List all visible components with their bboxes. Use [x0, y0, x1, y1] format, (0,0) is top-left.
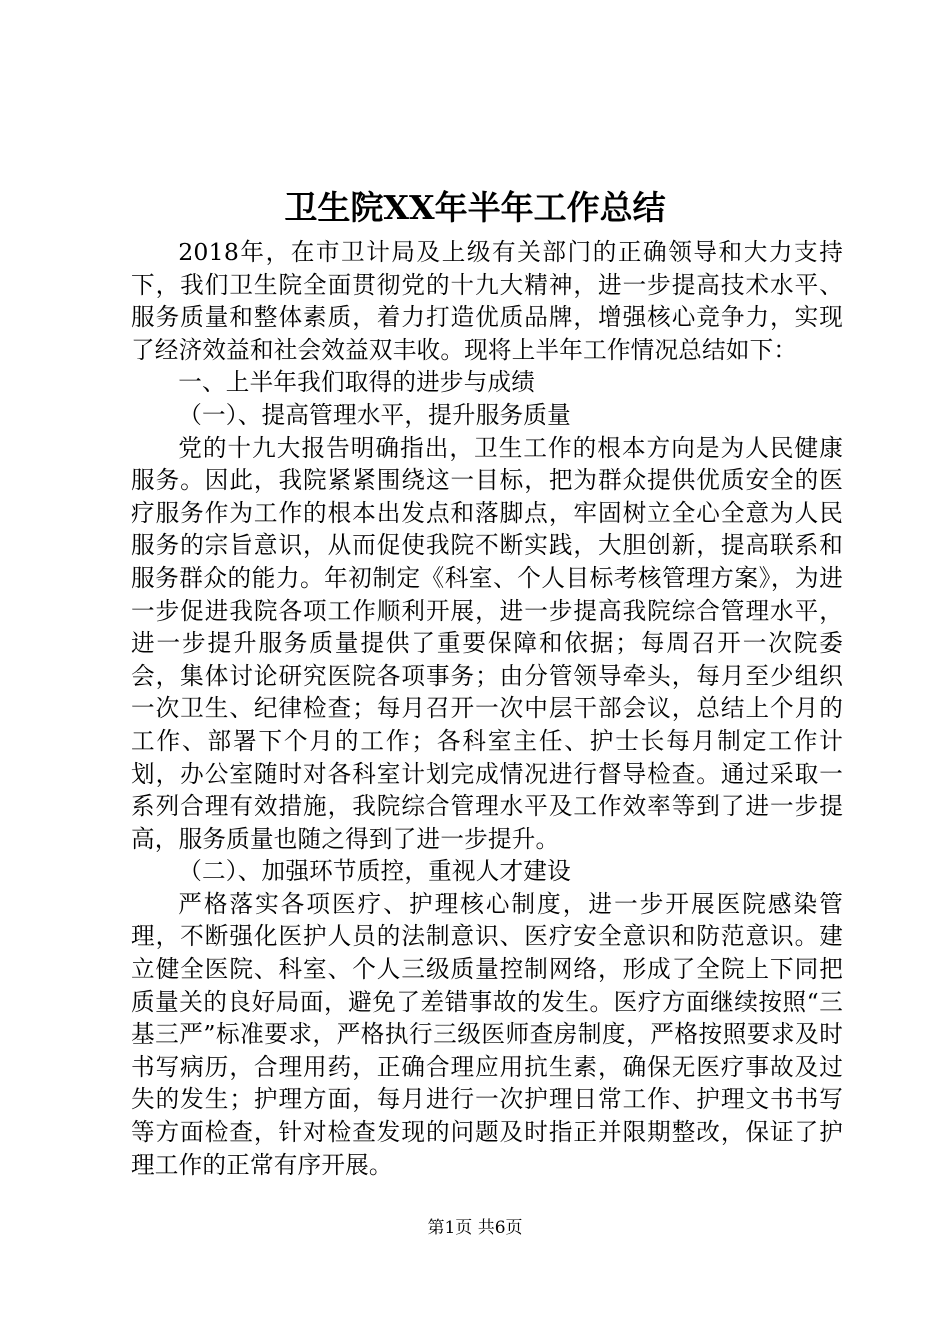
section-heading-1: 一、上半年我们取得的进步与成绩 — [178, 368, 536, 397]
subsection-heading-1: （一）、提高管理水平，提升服务质量 — [178, 400, 571, 429]
paragraph-management: 党的十九大报告明确指出，卫生工作的根本方向是为人民健康服务。因此，我院紧紧围绕这一目标，把为群众提供优质安全的医疗服务作为工作的根本出发点和落脚点，牢固树立全心全意为人民服务的宗旨意识，从而促使我院不断实践，大胆创新，提高联系和服务群众的能力。年初制定《科室、个人目标考核管理方案》，为进一步促进我院各项工作顺利开展，进一步提高我院综合管理水平，进一步提升服务质量提供了重要保障和依据；每周召开一次院委会，集体讨论研究医院各项事务；由分管领导牵头，每月至少组织一次卫生、纪律检查；每月召开一次中层干部会议，总结上个月的工作、部署下个月的工作；各科室主任、护士长每月制定工作计划，办公室随时对各科室计划完成情况进行督导检查。通过采取一系列合理有效措施，我院综合管理水平及工作效率等到了进一步提高，服务质量也随之得到了进一步提升。 — [131, 433, 843, 853]
page-footer: 第1页 共6页 — [427, 1218, 523, 1238]
document-title: 卫生院XX年半年工作总结 — [284, 188, 666, 227]
paragraph-intro: 2018年，在市卫计局及上级有关部门的正确领导和大力支持下，我们卫生院全面贯彻党的十九大精神，进一步提高技术水平、服务质量和整体素质，着力打造优质品牌，增强核心竞争力，实现了经济效益和社会效益双丰收。现将上半年工作情况总结如下： — [131, 238, 843, 364]
paragraph-quality-control: 严格落实各项医疗、护理核心制度，进一步开展医院感染管理，不断强化医护人员的法制意识、医疗安全意识和防范意识。建立健全医院、科室、个人三级质量控制网络，形成了全院上下同把质量关的良好局面，避免了差错事故的发生。医疗方面继续按照“三基三严”标准要求，严格执行三级医师查房制度，严格按照要求及时书写病历，合理用药，正确合理应用抗生素，确保无医疗事故及过失的发生；护理方面，每月进行一次护理日常工作、护理文书书写等方面检查，针对检查发现的问题及时指正并限期整改，保证了护理工作的正常有序开展。 — [131, 889, 843, 1179]
subsection-heading-2: （二）、加强环节质控，重视人才建设 — [178, 857, 571, 886]
document-body — [131, 236, 843, 1181]
